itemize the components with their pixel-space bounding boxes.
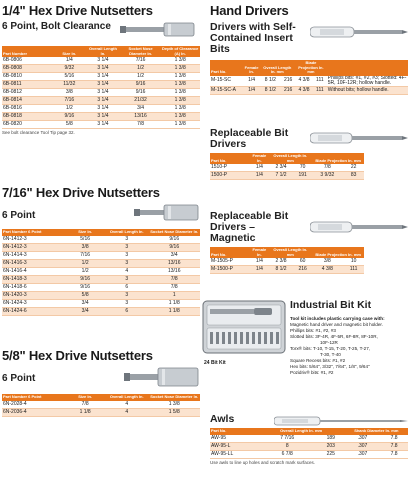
table-cell: 3 1/4 (85, 97, 121, 105)
table-cell: 3 (105, 236, 149, 244)
kit-line: Pozidriv® bits: #1, #2 (290, 370, 334, 375)
table-cell: .307 (345, 450, 381, 458)
table-cell: 4 3/8 (295, 86, 313, 94)
table-cell: 3/4 (65, 299, 105, 307)
table-cell: 1 3/8 (160, 113, 200, 121)
table-cell: 13/16 (149, 267, 201, 275)
table-cell: 6N-1414-3 (2, 251, 65, 259)
kit-line: Tool kit includes plastic carrying case with: (290, 316, 385, 321)
section-title: Industrial Bit Kit (290, 299, 372, 311)
table-cell: 10 (343, 258, 365, 266)
table-cell: 189 (317, 435, 345, 443)
table-row (210, 76, 408, 87)
table-cell: 1 5/8 (149, 408, 201, 416)
table-cell: 1 1/8 (149, 307, 201, 315)
section-title: Hand Drivers (210, 3, 289, 18)
table-cell: M-1500-P (210, 266, 250, 274)
table-cell: .307 (345, 435, 381, 443)
table-row (2, 408, 200, 416)
col-length: Overall Length In. (105, 394, 149, 401)
replaceable-bit-section (210, 128, 408, 180)
table-cell: 3/4 (65, 307, 105, 315)
table-cell: 1/4 (250, 164, 269, 172)
table-row (2, 251, 200, 259)
col-part-number: Part Number 6 Point (2, 394, 65, 401)
table-cell: 1/2 (53, 105, 85, 113)
table-cell: 1/2 (121, 73, 161, 81)
kit-line: Phillips bits: #1, #2, #3 (290, 328, 336, 333)
table-cell: 6N-1418-6 (2, 283, 65, 291)
col-female: Female In. (244, 60, 260, 76)
table-cell: 5/16 (53, 73, 85, 81)
table-row (210, 435, 408, 443)
table-cell: 7/8 (121, 121, 161, 129)
section-title: Replaceable Bit Drivers – Magnetic (210, 210, 289, 244)
col-depth: Depth of Clearance (A) In. (161, 46, 199, 56)
table-cell: 1 3/8 (160, 89, 200, 97)
table-cell: 9/16 (149, 243, 201, 251)
table-cell: 3 9/32 (312, 172, 343, 180)
table-row (2, 57, 200, 65)
table-cell: 8 1/2 (259, 76, 281, 87)
table-cell: 191 (293, 172, 312, 180)
section-subtitle: Drivers with Self-Contained Insert Bits (210, 21, 296, 55)
table-row (2, 259, 200, 267)
table-cell: 6B-0811 (2, 81, 53, 89)
col-part-number: Part Number 6 Point (2, 229, 65, 236)
table-cell: 3/8 (65, 243, 105, 251)
table-cell: AW-95-LL (210, 450, 258, 458)
table-cell: 70 (293, 164, 312, 172)
table-note: Use awls to line up holes and scratch mark surfaces. (210, 459, 316, 465)
table-row (2, 243, 200, 251)
table-row (2, 299, 200, 307)
table-row (2, 65, 200, 73)
table-cell: 8 (258, 442, 317, 450)
awl-icon (274, 415, 408, 427)
table-cell: 8 1/2 (269, 266, 294, 274)
table-cell: 7/16 (121, 57, 161, 65)
kit-line: 10F-12R (320, 340, 338, 345)
kit-caption: 24 Bit Kit (204, 360, 226, 366)
table-row (2, 236, 200, 244)
table-cell: 7.8 (380, 442, 408, 450)
nutsetter-icon (124, 367, 200, 387)
table-cell: 1 3/8 (160, 121, 200, 129)
table-cell: 60 (293, 258, 312, 266)
table-cell: 1/2 (121, 65, 161, 73)
table-cell: 2 3/8 (269, 258, 294, 266)
table-row (2, 81, 200, 89)
table-cell: 3 (105, 259, 149, 267)
col-size: Size In. (65, 229, 105, 236)
table-cell: 9/16 (121, 81, 161, 89)
table-cell: 3 (105, 251, 149, 259)
table-row (2, 291, 200, 299)
table-cell: 9/16 (65, 283, 105, 291)
col-part-no: Part No. (210, 60, 244, 76)
col-nose-diameter: Socket Nose Diameter In. (121, 46, 161, 57)
table-cell: 111 (313, 76, 327, 87)
table-cell: 6N-1420-3 (2, 291, 65, 299)
table-cell: 1/2 (65, 259, 105, 267)
col-length: Overall Length In. (105, 229, 149, 236)
table-cell: Without bits; hollow handle. (327, 86, 408, 94)
table-cell: 1500-P (210, 172, 250, 180)
col-shank-diameter: Shank Diameter In. mm (345, 428, 408, 435)
table-cell: 3 1/4 (85, 73, 121, 81)
table-cell: 3 (105, 243, 149, 251)
table-cell: 6N-1412-3 (2, 243, 65, 251)
table-note: See bolt clearance Tool Tip page 32. (2, 130, 75, 136)
table-cell: 6N-1412-3 (2, 236, 65, 244)
section-subtitle: 6 Point (2, 210, 36, 221)
section-title: Awls (210, 413, 235, 425)
table-row (210, 164, 364, 172)
col-blade-projection: Blade Projection In. mm (312, 247, 365, 258)
table-cell: 6N-2028-4 (2, 401, 65, 409)
table-cell: 216 (293, 266, 312, 274)
table-cell: 1 3/8 (160, 65, 200, 73)
kit-line: Hex bits: 5/64", 3/32", 7/64", 1/8", 9/64" (290, 364, 370, 369)
table-cell: 22 (343, 164, 365, 172)
table-row (2, 267, 200, 275)
table-cell: 1/4 (250, 172, 269, 180)
table-cell: 83 (343, 172, 365, 180)
kit-line: Torx® bits: T-10, T-15, T-20, T-25, T-27, (290, 346, 371, 351)
col-overall-length: Overall Length In. mm (269, 247, 312, 258)
col-description (327, 60, 408, 76)
hand-drivers-section (210, 4, 408, 95)
table-cell: 9/32 (53, 65, 85, 73)
table-cell: 3 1/4 (85, 121, 121, 129)
kit-line: T-30, T-40 (320, 352, 341, 357)
table-cell: 6B-0808 (2, 65, 53, 73)
table-cell: 4 (105, 267, 149, 275)
table-row (2, 73, 200, 81)
table-row (210, 258, 364, 266)
kit-line: Magnetic hand driver and magnetic bit holder. (290, 322, 383, 327)
table-cell: 111 (313, 86, 327, 94)
table-row (2, 105, 200, 113)
table-cell: 3 (105, 299, 149, 307)
nutsetter-quarter-table (2, 46, 200, 129)
table-row (210, 172, 364, 180)
col-nose-diameter: Socket Nose Diameter In. (150, 229, 199, 234)
table-cell: 1510-P (210, 164, 250, 172)
table-cell: 203 (317, 442, 345, 450)
table-cell: 1/4 (250, 258, 269, 266)
table-cell: 5/16 (65, 236, 105, 244)
table-cell: 6N-1424-3 (2, 299, 65, 307)
table-cell: 6B-0810 (2, 73, 53, 81)
table-cell: 111 (343, 266, 365, 274)
table-row (210, 442, 408, 450)
table-row (2, 283, 200, 291)
table-cell: M-15-SC (210, 76, 244, 87)
table-row (210, 86, 408, 94)
table-cell: 4 (105, 408, 149, 416)
table-row (2, 97, 200, 105)
table-cell: 13/16 (121, 113, 161, 121)
table-cell: 1/4 (244, 76, 260, 87)
table-cell: 4 3/8 (295, 76, 313, 87)
table-cell: 8 1/2 (259, 86, 281, 94)
col-part-no: Part No. (210, 247, 250, 258)
table-cell: 4 3/8 (312, 266, 343, 274)
table-cell: 9/16 (53, 113, 85, 121)
table-cell: 7/16 (53, 97, 85, 105)
table-cell: 6 (105, 283, 149, 291)
table-row (2, 113, 200, 121)
table-row (210, 450, 408, 458)
table-cell: M-15-SC-A (210, 86, 244, 94)
table-cell: 6N-1424-6 (2, 307, 65, 315)
table-row (2, 307, 200, 315)
table-cell: 7/8 (312, 164, 343, 172)
table-cell: 7 1/2 (269, 172, 294, 180)
table-cell: 7.8 (380, 450, 408, 458)
table-cell: 3 (105, 275, 149, 283)
table-cell: 1/4 (53, 57, 85, 65)
table-cell: 1 3/8 (160, 97, 200, 105)
section-title: 5/8" Hex Drive Nutsetters (2, 348, 153, 363)
table-cell: 4 (105, 401, 149, 409)
table-cell: 6B-0820 (2, 121, 53, 129)
section-title: Replaceable Bit Drivers (210, 127, 289, 150)
table-row (2, 89, 200, 97)
col-blade-projection: Blade Projection In. mm (312, 153, 365, 164)
screwdriver-icon (310, 219, 408, 235)
table-cell: 6 7/8 (258, 450, 317, 458)
table-cell: 3/4 (149, 251, 201, 259)
replaceable-magnetic-table (210, 247, 364, 274)
replaceable-bit-table (210, 153, 364, 180)
table-cell: 1 1/8 (149, 299, 201, 307)
section-subtitle: 6 Point, Bolt Clearance (2, 21, 111, 32)
section-title: 7/16" Hex Drive Nutsetters (2, 185, 160, 200)
table-row (210, 266, 364, 274)
table-cell: 9/16 (149, 236, 201, 244)
kit-line: Square Recess bits: #1, #2 (290, 358, 346, 363)
table-cell: 7 7/16 (258, 435, 317, 443)
col-blade-projection: Blade Projection In. mm (295, 60, 327, 76)
col-part-no: Part No. (210, 428, 258, 435)
table-cell: 1 3/8 (160, 81, 200, 89)
section-subtitle: 6 Point (2, 373, 36, 384)
table-cell: 6B-0812 (2, 89, 53, 97)
table-cell: 7/8 (149, 275, 201, 283)
table-cell: 6B-0816 (2, 105, 53, 113)
nutsetter-5-8-section (2, 349, 200, 417)
table-cell: AW-95-L (210, 442, 258, 450)
col-overall-length: Overall Length In. mm (259, 60, 295, 76)
table-cell: 13/16 (149, 259, 201, 267)
col-part-no: Part No. (210, 153, 250, 164)
table-cell: 3 1/4 (85, 57, 121, 65)
col-length: Overall Length In. (85, 46, 121, 57)
col-nose-diameter: Socket Nose Diameter In. (150, 394, 199, 399)
nutsetter-5-8-table (2, 394, 200, 417)
table-row (2, 401, 200, 409)
kit-description (290, 316, 408, 376)
col-female: Female In. (250, 153, 269, 164)
table-cell: 1 3/8 (160, 57, 200, 65)
screwdriver-icon (310, 130, 408, 146)
table-cell: 2 3/4 (269, 164, 294, 172)
table-cell: 1 3/8 (149, 401, 201, 409)
nutsetter-quarter-section (2, 4, 200, 135)
col-female: Female In. (250, 247, 269, 258)
table-cell: 21/32 (121, 97, 161, 105)
table-cell: 6N-2036-4 (2, 408, 65, 416)
table-cell: Phillips bits: #1, #2, #3; Slotted: 4F-5R, 10F-12R; hollow handle. (327, 75, 407, 86)
col-overall-length: Overall Length In. mm (258, 428, 345, 435)
table-cell: 6 (105, 307, 149, 315)
table-row (2, 121, 200, 129)
col-overall-length: Overall Length In. mm (269, 153, 312, 164)
nutsetter-7-16-section (2, 186, 200, 316)
table-cell: 1/2 (65, 267, 105, 275)
col-size: Size In. (53, 46, 85, 57)
section-title: 1/4" Hex Drive Nutsetters (2, 3, 153, 18)
table-cell: 9/16 (65, 275, 105, 283)
table-cell: 1/4 (250, 266, 269, 274)
table-cell: 3 1/4 (85, 65, 121, 73)
screwdriver-icon (310, 24, 408, 40)
table-cell: 225 (317, 450, 345, 458)
table-cell: 5/8 (53, 121, 85, 129)
table-cell: 3 1/4 (85, 113, 121, 121)
nutsetter-icon (120, 21, 200, 39)
table-cell: 216 (281, 86, 295, 94)
kit-line: Slotted bits: 3F-4R, 4F-5R, 6F-8R, 8F-10R, (290, 334, 378, 339)
hand-drivers-table (210, 60, 408, 95)
table-cell: 3/8 (53, 89, 85, 97)
col-size: Size In. (65, 394, 105, 401)
table-cell: 1/4 (244, 86, 260, 94)
table-cell: 6B-0806 (2, 57, 53, 65)
table-cell: .307 (345, 442, 381, 450)
table-cell: 1 3/8 (160, 73, 200, 81)
table-cell: 9/16 (121, 89, 161, 97)
table-cell: 7/8 (65, 401, 105, 409)
table-cell: M-1505-P (210, 258, 250, 266)
table-cell: 7.8 (380, 435, 408, 443)
bit-kit-case-icon (202, 300, 286, 356)
table-cell: 11/32 (53, 81, 85, 89)
table-cell: 216 (281, 76, 295, 87)
table-cell: 6N-1418-3 (2, 275, 65, 283)
col-part-number: Part Number (2, 46, 53, 57)
table-cell: 3/8 (312, 258, 343, 266)
table-cell: 7/8 (149, 283, 201, 291)
table-cell: 3 1/4 (85, 105, 121, 113)
table-cell: 6B-0814 (2, 97, 53, 105)
table-cell: 6N-1416-4 (2, 267, 65, 275)
table-cell: 7/16 (65, 251, 105, 259)
table-cell: 3 1/4 (85, 89, 121, 97)
table-cell: 6N-1416-3 (2, 259, 65, 267)
table-cell: 1 3/8 (160, 105, 200, 113)
nutsetter-icon (134, 204, 200, 222)
nutsetter-7-16-table (2, 229, 200, 316)
replaceable-magnetic-section (210, 211, 408, 274)
table-cell: 1 1/8 (65, 408, 105, 416)
awls-table (210, 428, 408, 459)
table-cell: 3 1/4 (85, 81, 121, 89)
table-cell: AW-95 (210, 435, 258, 443)
table-cell: 6B-0818 (2, 113, 53, 121)
table-cell: 5/8 (65, 291, 105, 299)
table-cell: 1 (149, 291, 201, 299)
table-cell: 3 (105, 291, 149, 299)
table-cell: 3/4 (121, 105, 161, 113)
awls-section (210, 414, 408, 465)
table-row (2, 275, 200, 283)
